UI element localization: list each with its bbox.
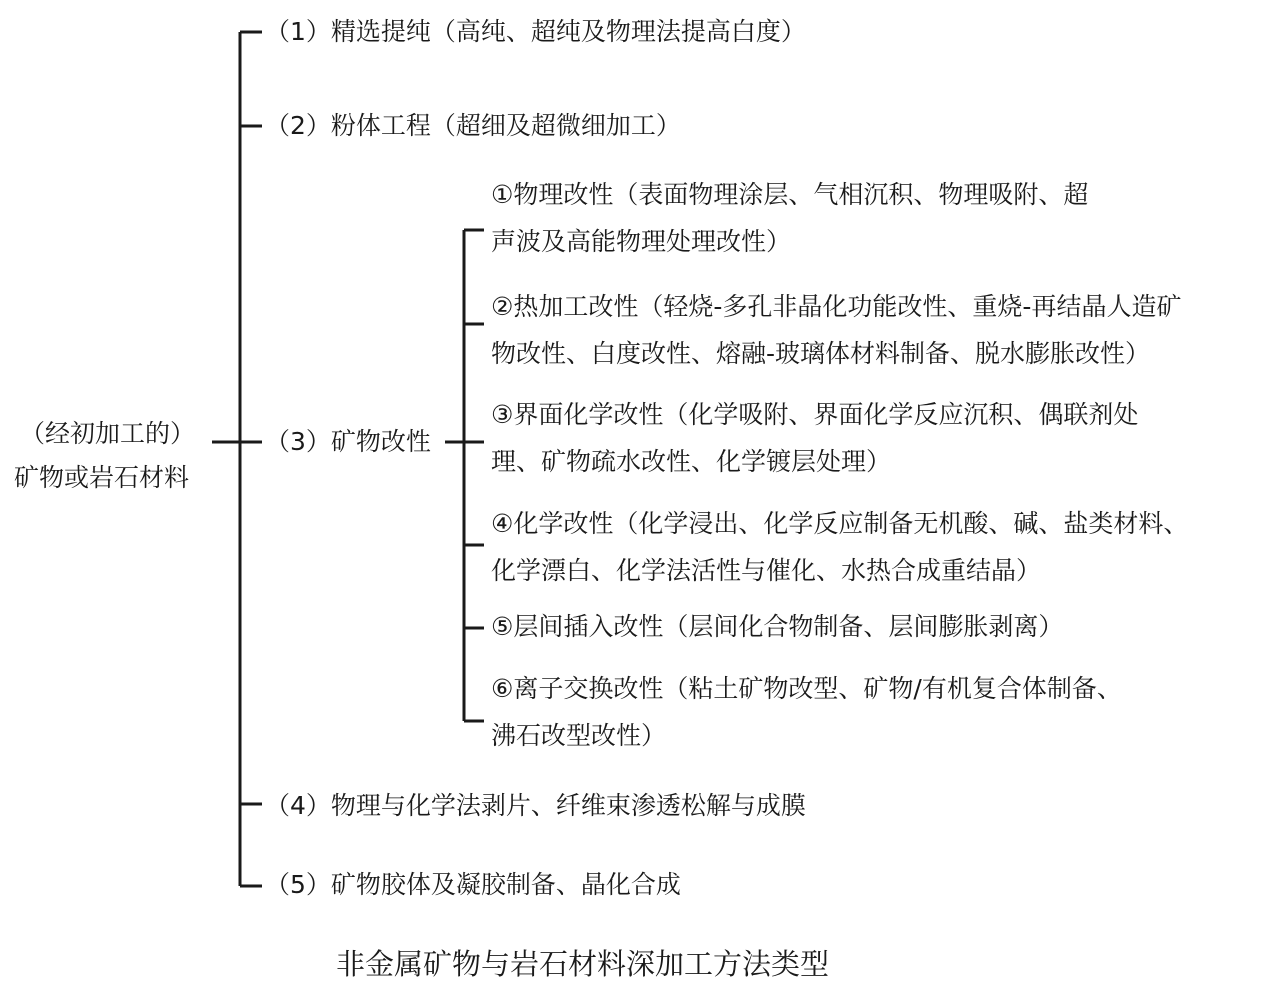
mod-1-line2: 声波及高能物理处理改性） <box>491 227 792 256</box>
branch-1-label: （1）精选提纯（高纯、超纯及物理法提高白度） <box>265 17 806 46</box>
mod-1-line1: ①物理改性（表面物理涂层、气相沉积、物理吸附、超 <box>491 180 1089 209</box>
mod-6-line2: 沸石改型改性） <box>491 721 667 750</box>
mod-4-line2: 化学漂白、化学法活性与催化、水热合成重结晶） <box>491 556 1042 585</box>
branch-3-label: （3）矿物改性 <box>265 427 431 456</box>
branch-2-label: （2）粉体工程（超细及超微细加工） <box>265 111 681 140</box>
branch-5-label: （5）矿物胶体及凝胶制备、晶化合成 <box>265 870 681 899</box>
diagram-caption: 非金属矿物与岩石材料深加工方法类型 <box>336 947 830 981</box>
mod-2-line2: 物改性、白度改性、熔融-玻璃体材料制备、脱水膨胀改性） <box>491 339 1151 368</box>
mod-5-line1: ⑤层间插入改性（层间化合物制备、层间膨胀剥离） <box>491 612 1064 641</box>
mod-6-line1: ⑥离子交换改性（粘土矿物改型、矿物/有机复合体制备、 <box>491 674 1122 703</box>
mod-3-line2: 理、矿物疏水改性、化学镀层处理） <box>491 447 892 476</box>
branch-4-label: （4）物理与化学法剥片、纤维束渗透松解与成膜 <box>265 791 806 820</box>
root-node-line2: 矿物或岩石材料 <box>14 463 190 492</box>
mod-4-line1: ④化学改性（化学浸出、化学反应制备无机酸、碱、盐类材料、 <box>491 509 1189 538</box>
root-node-line1: （经初加工的） <box>20 419 196 448</box>
mod-3-line1: ③界面化学改性（化学吸附、界面化学反应沉积、偶联剂处 <box>491 400 1139 429</box>
mod-2-line1: ②热加工改性（轻烧-多孔非晶化功能改性、重烧-再结晶人造矿 <box>491 292 1182 321</box>
